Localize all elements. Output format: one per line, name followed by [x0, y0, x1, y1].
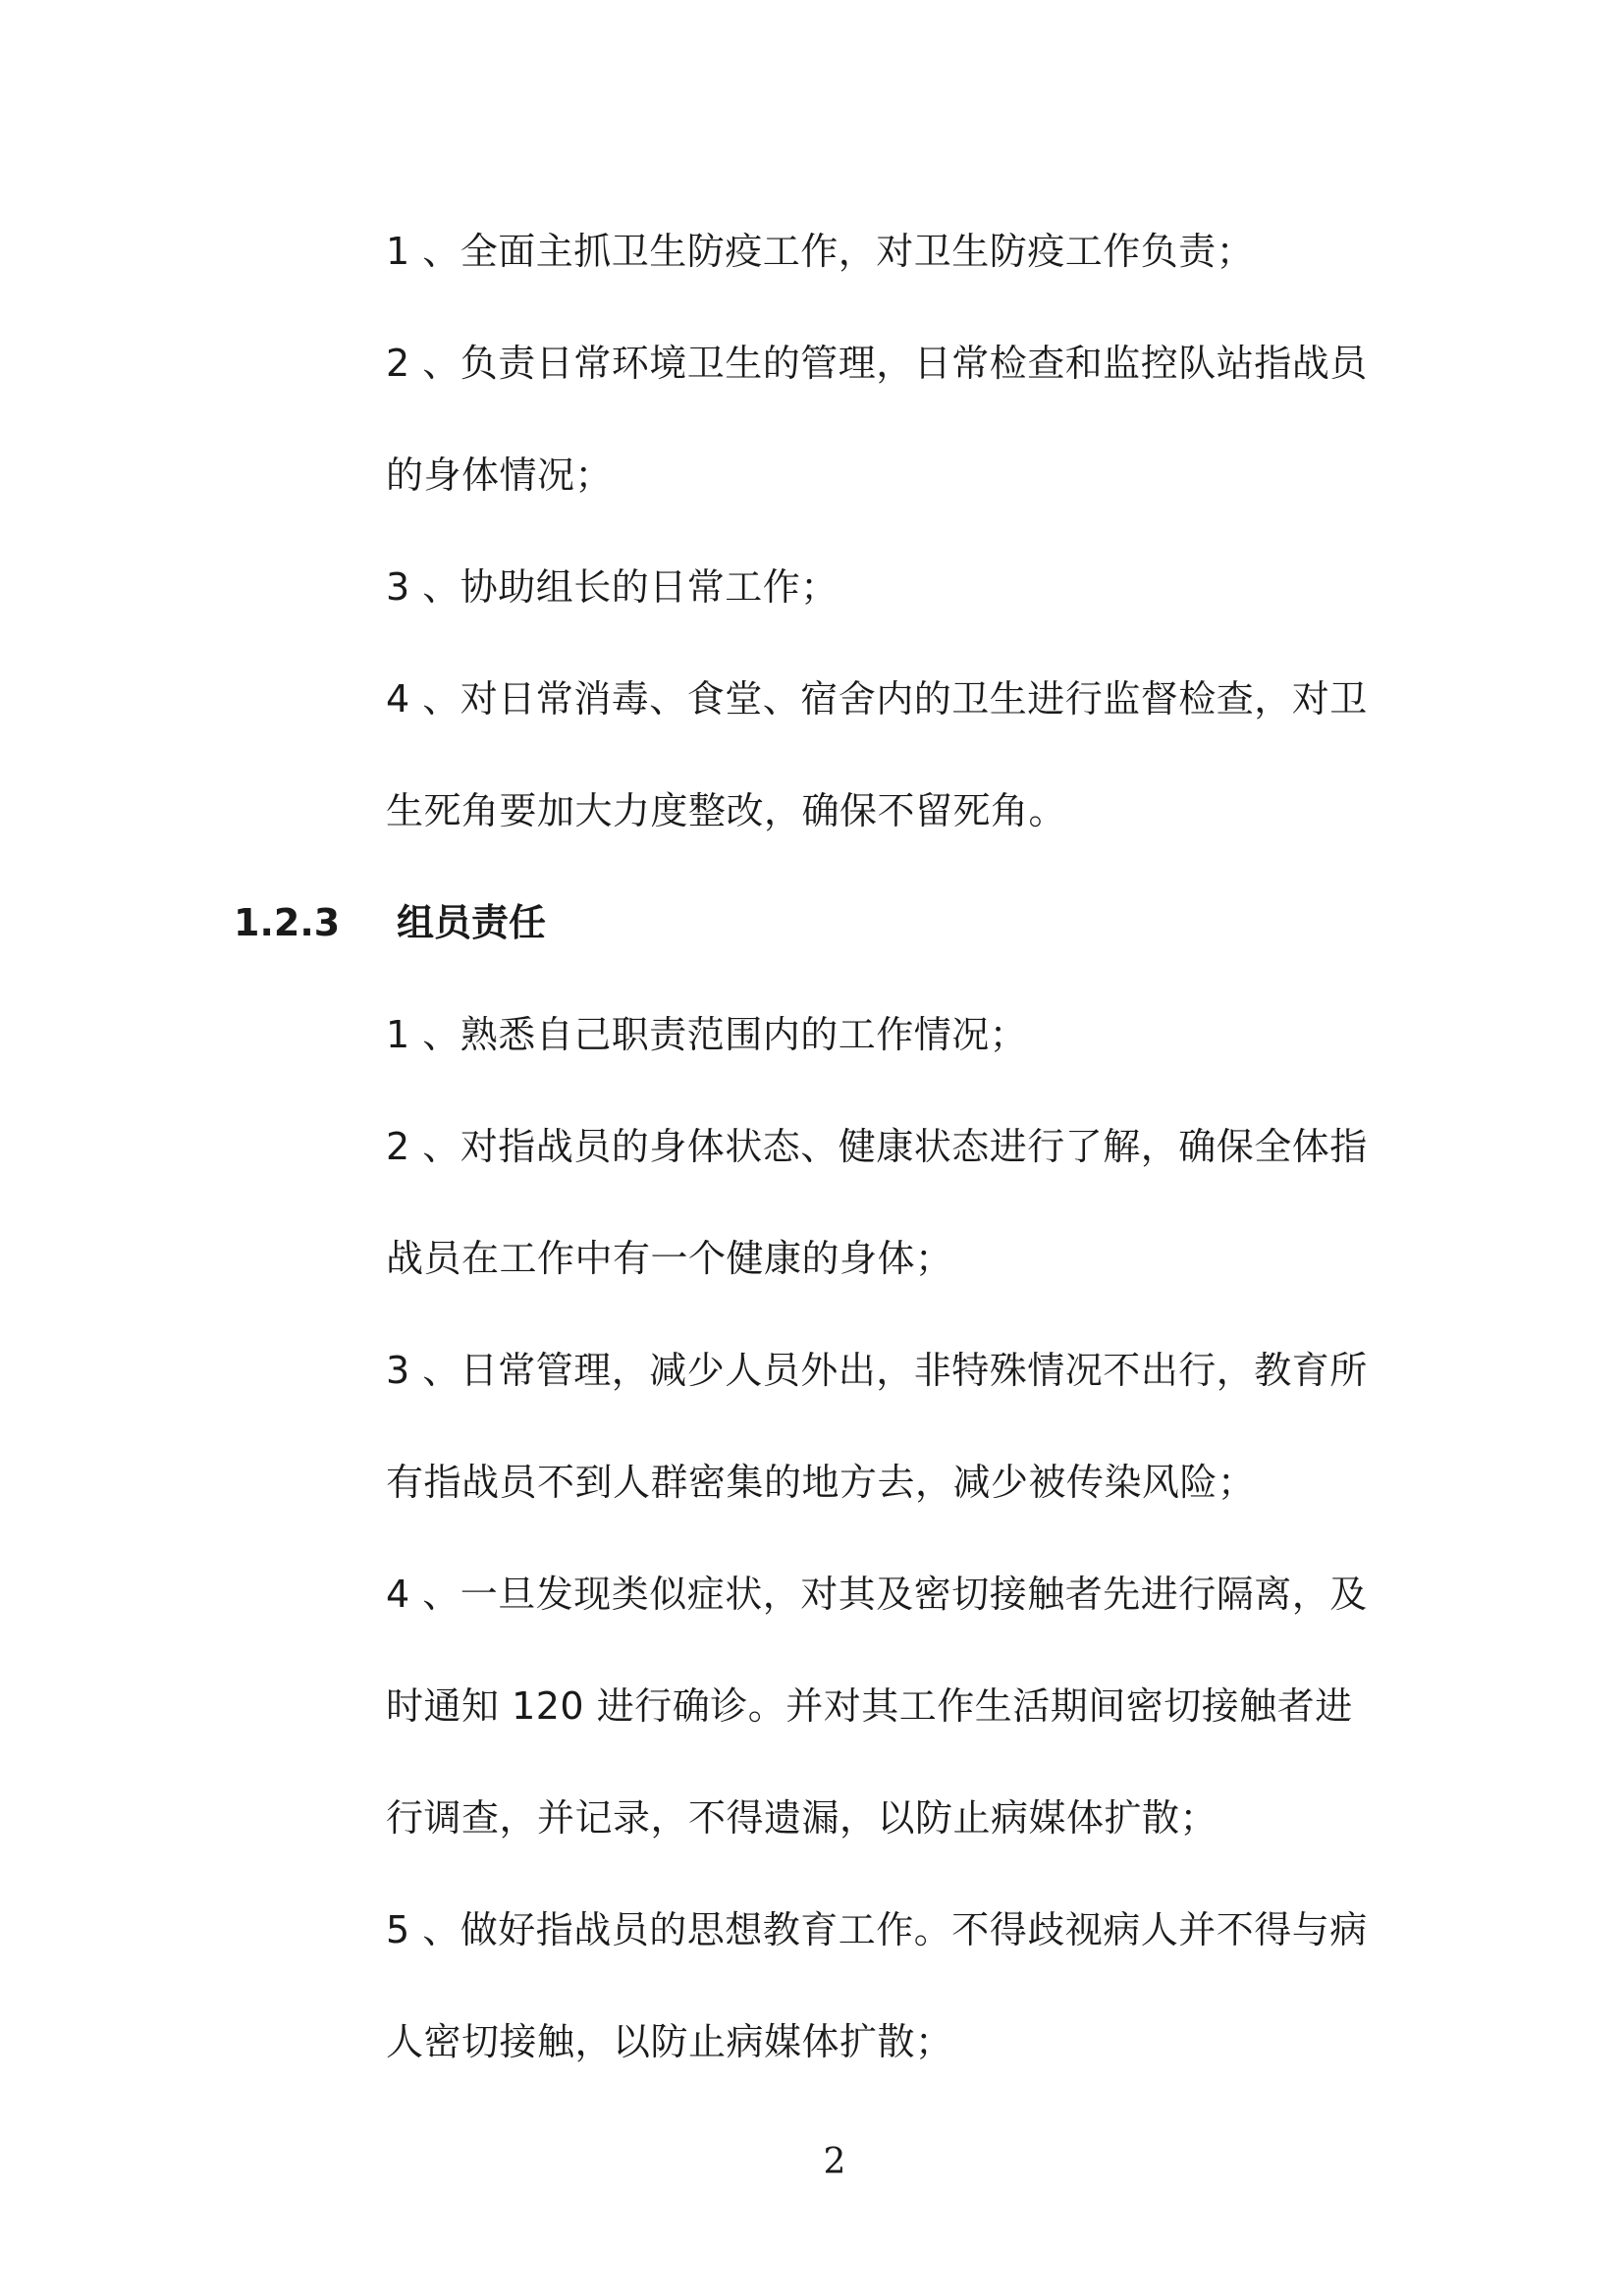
paragraph-line: 2 、负责日常环境卫生的管理，日常检查和监控队站指战员	[386, 342, 1368, 385]
paragraph-line: 1 、熟悉自己职责范围内的工作情况；	[386, 1013, 1028, 1056]
paragraph-line: 4 、一旦发现类似症状，对其及密切接触者先进行隔离，及	[386, 1573, 1368, 1616]
section-heading-title: 组员责任	[397, 901, 547, 944]
paragraph-line: 5 、做好指战员的思想教育工作。不得歧视病人并不得与病	[386, 1908, 1368, 1951]
paragraph-line: 3 、日常管理，减少人员外出，非特殊情况不出行，教育所	[386, 1349, 1368, 1392]
paragraph-line: 有指战员不到人群密集的地方去，减少被传染风险；	[386, 1461, 1256, 1504]
paragraph-line: 生死角要加大力度整改，确保不留死角。	[386, 789, 1067, 832]
section-heading-number: 1.2.3	[234, 901, 341, 944]
paragraph-line: 人密切接触，以防止病媒体扩散；	[386, 2020, 953, 2063]
paragraph-line: 行调查，并记录，不得遗漏，以防止病媒体扩散；	[386, 1796, 1218, 1840]
page-number: 2	[823, 2142, 846, 2182]
paragraph-line: 的身体情况；	[386, 454, 614, 497]
paragraph-line: 战员在工作中有一个健康的身体；	[386, 1237, 953, 1280]
paragraph-line: 3 、协助组长的日常工作；	[386, 565, 839, 609]
paragraph-line: 4 、对日常消毒、食堂、宿舍内的卫生进行监督检查，对卫	[386, 677, 1368, 721]
paragraph-line: 时通知 120 进行确诊。并对其工作生活期间密切接触者进	[386, 1684, 1353, 1728]
paragraph-line: 1 、全面主抓卫生防疫工作，对卫生防疫工作负责；	[386, 230, 1255, 273]
paragraph-line: 2 、对指战员的身体状态、健康状态进行了解，确保全体指	[386, 1125, 1368, 1168]
